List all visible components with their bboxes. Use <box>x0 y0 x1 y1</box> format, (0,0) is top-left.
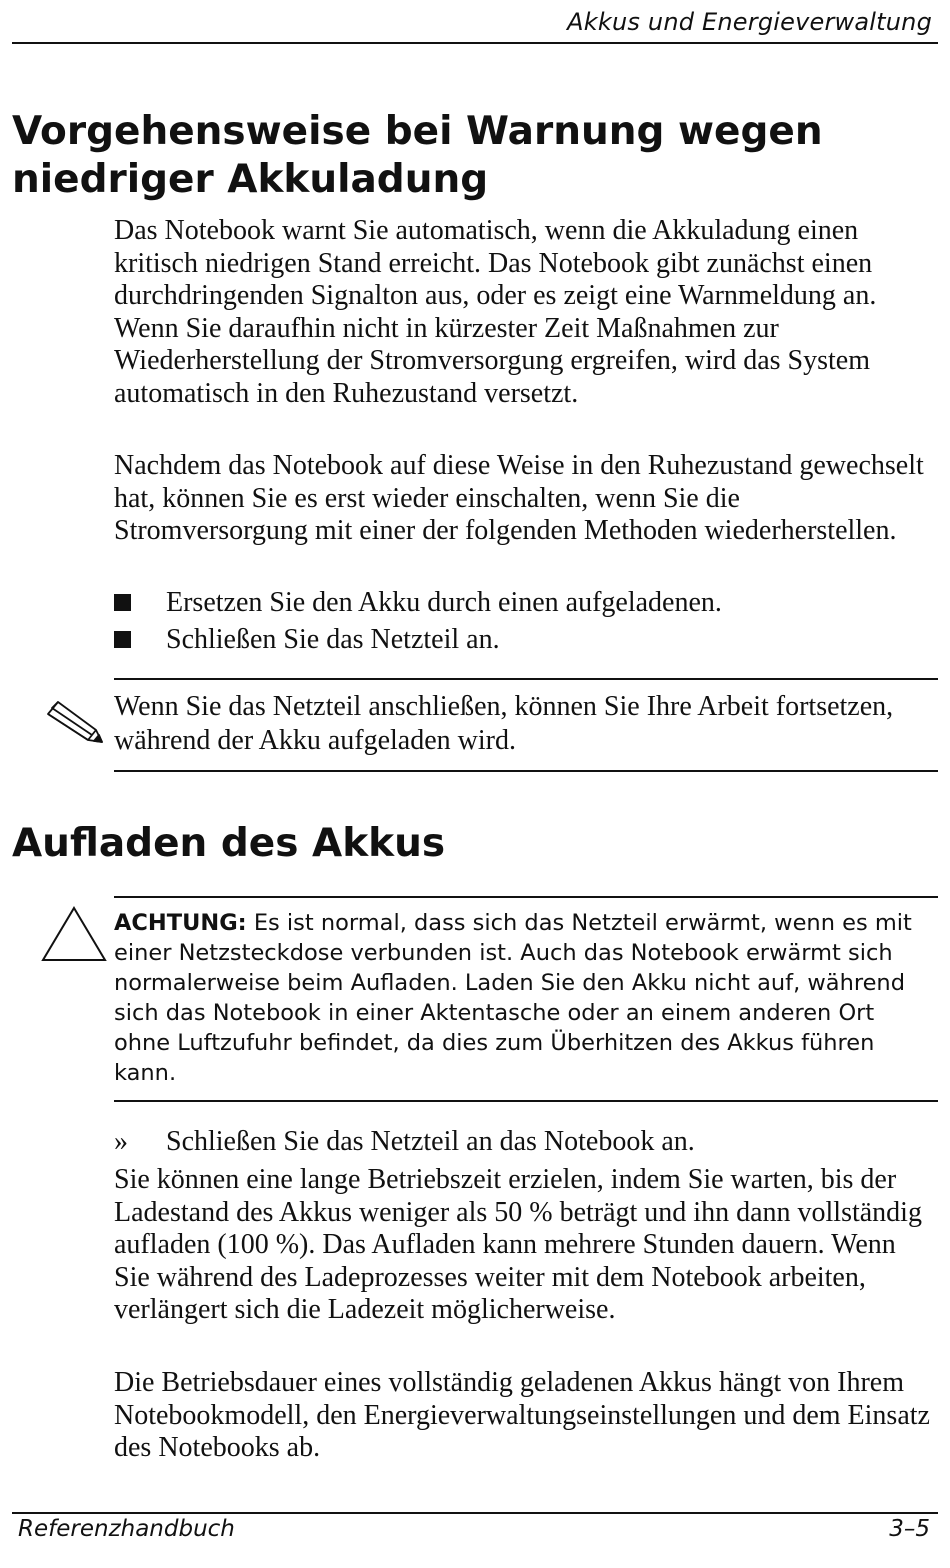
running-header: Akkus und Energieverwaltung <box>567 8 932 36</box>
paragraph-hibernation: Nachdem das Notebook auf diese Weise in den Ruhezustand gewechselt hat, können Sie es erst wieder einschalten, wenn Sie die Stromversorgung mit einer der folgenden Methoden wiederherstellen. <box>114 450 924 546</box>
caution-body: Es ist normal, dass sich das Netzteil erwärmt, wenn es mit einer Netzsteckdose verbunden ist. Auch das Notebook erwärmt sich normalerweise beim Aufladen. Laden Sie den Akku nicht auf, während sich das Notebook in einer Aktentasche oder an einem anderen Ort ohne Luftzufuhr befindet, da dies zum Überhitzen des Akkus führen kann. <box>114 910 912 1086</box>
pencil-note-icon <box>44 698 104 748</box>
caution-label: ACHTUNG: <box>114 910 247 936</box>
step-marker: » <box>114 1126 128 1157</box>
paragraph-charge-time: Sie können eine lange Betriebszeit erzielen, indem Sie warten, bis der Ladestand des Akkus weniger als 50 % beträgt und ihn dann vollständig aufladen (100 %). Das Aufladen kann mehrere Stunden dauern. Wenn Sie während des Ladeprozesses weiter mit dem Notebook arbeiten, verlängert sich die Ladezeit möglicherweise. <box>114 1164 922 1325</box>
note-text: Wenn Sie das Netzteil anschließen, können Sie Ihre Arbeit fortsetzen, während der Akku aufgeladen wird. <box>114 691 894 756</box>
step-text: Schließen Sie das Netzteil an das Notebook an. <box>166 1126 695 1157</box>
list-item <box>114 624 934 656</box>
page-number: 3–5 <box>889 1516 930 1542</box>
section-heading-charging: Aufladen des Akkus <box>12 821 446 866</box>
footer-manual-title: Referenzhandbuch <box>18 1516 235 1542</box>
warning-triangle-icon <box>40 905 108 963</box>
step-item <box>114 1126 934 1158</box>
note-top-rule <box>114 678 938 680</box>
list-item <box>114 587 934 619</box>
bullet-square <box>114 624 166 656</box>
caution-text <box>114 908 920 1088</box>
list-item-text: Ersetzen Sie den Akku durch einen aufgeladenen. <box>166 587 722 618</box>
list-item-text: Schließen Sie das Netzteil an. <box>166 624 500 655</box>
note-bottom-rule <box>114 770 938 772</box>
bullet-square <box>114 587 166 619</box>
section-heading-low-battery <box>12 108 823 204</box>
header-rule <box>12 42 938 44</box>
caution-top-rule <box>114 896 938 898</box>
heading-line-2: niedriger Akkuladung <box>12 157 489 202</box>
paragraph-runtime: Die Betriebsdauer eines vollständig geladenen Akkus hängt von Ihrem Notebookmodell, den Energieverwaltungseinstellungen und dem Einsatz des Notebooks ab. <box>114 1367 930 1463</box>
caution-bottom-rule <box>114 1100 938 1102</box>
heading-line-1: Vorgehensweise bei Warnung wegen <box>12 109 823 154</box>
paragraph-warning: Das Notebook warnt Sie automatisch, wenn die Akkuladung einen kritisch niedrigen Stand erreicht. Das Notebook gibt zunächst einen durchdringenden Signalton aus, oder es zeigt eine Warnmeldung an. Wenn Sie daraufhin nicht in kürzester Zeit Maßnahmen zur Wiederherstellung der Stromversorgung ergreifen, wird das System automatisch in den Ruhezustand versetzt. <box>114 215 877 409</box>
footer-rule <box>12 1512 938 1514</box>
